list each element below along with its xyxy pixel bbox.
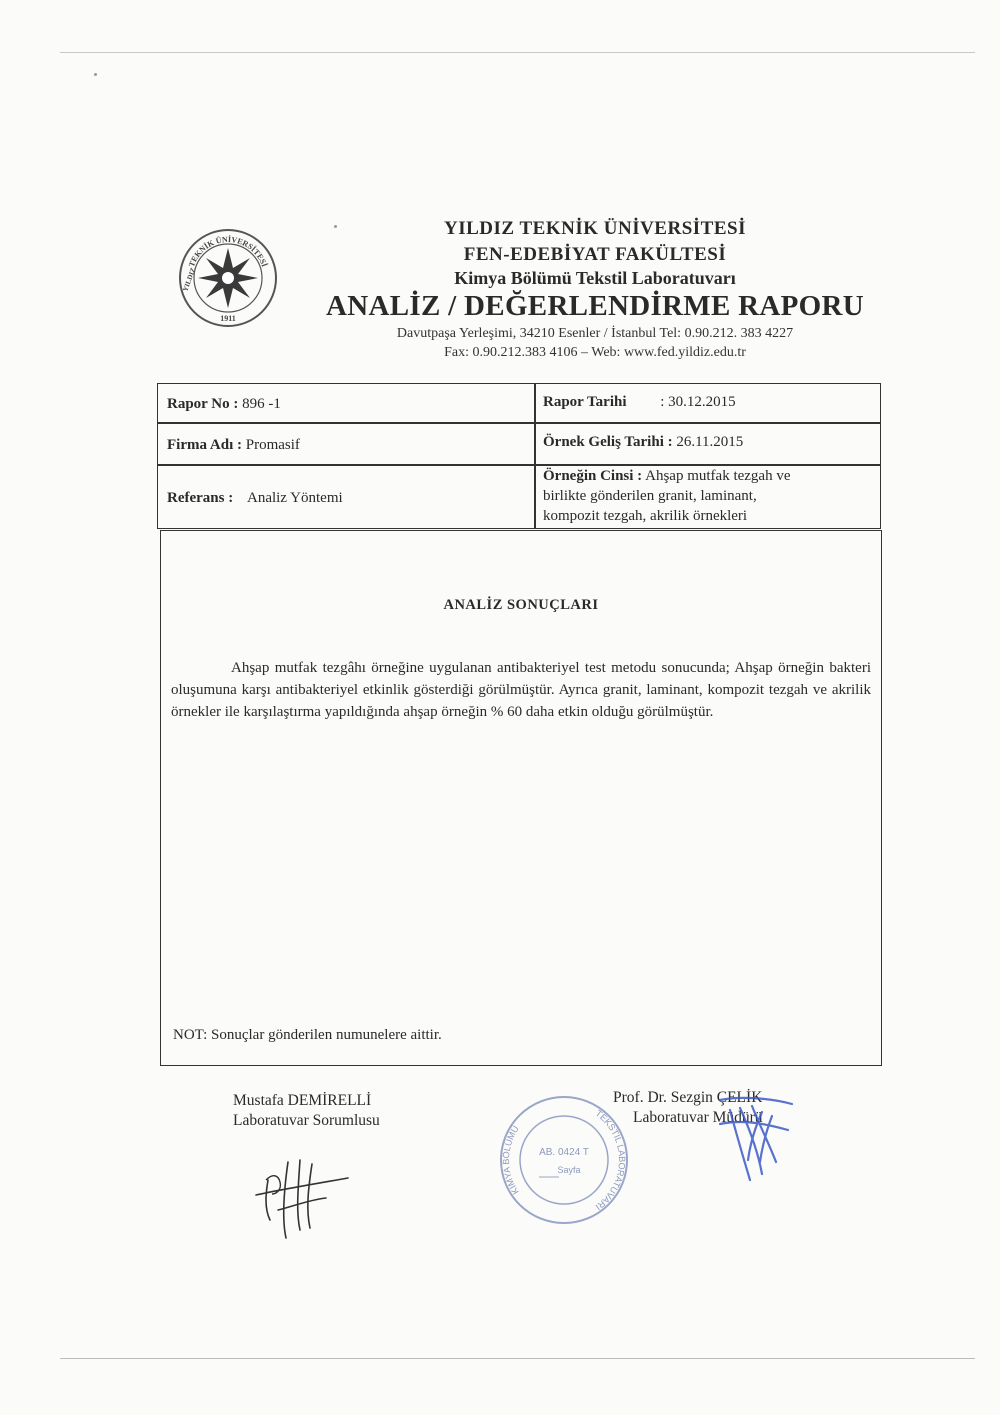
svg-text:AB. 0424 T: AB. 0424 T bbox=[539, 1147, 589, 1158]
sample-date-label: Örnek Geliş Tarihi : bbox=[543, 434, 673, 450]
report-no-label: Rapor No : bbox=[167, 396, 239, 412]
left-signatory bbox=[233, 1091, 380, 1131]
firm-value: Promasif bbox=[245, 437, 300, 453]
left-signatory-name: Mustafa DEMİRELLİ bbox=[233, 1092, 372, 1109]
university-name: YILDIZ TEKNİK ÜNİVERSİTESİ bbox=[444, 218, 746, 239]
table-divider bbox=[158, 422, 880, 424]
svg-text:TEKSTİL LABORATUVARI: TEKSTİL LABORATUVARI bbox=[593, 1108, 628, 1213]
results-title: ANALİZ SONUÇLARI bbox=[443, 597, 599, 613]
results-body: Ahşap mutfak tezgâhı örneğine uygulanan antibakteriyel test metodu sonucunda; Ahşap örneğin bakteri oluşumuna karşı antibakteriyel etkinlik gösterdiği görülmüştür. Ayrıca granit, laminant, kompozit tezgah ve akrilik örnekler ile karşılaştırma yapıldığında ahşap örneğin % 60 daha etkin olduğu görülmüştür. bbox=[171, 660, 871, 720]
report-date-value: : 30.12.2015 bbox=[660, 394, 736, 410]
sample-type-label: Örneğin Cinsi : bbox=[543, 468, 643, 484]
scan-edge-top bbox=[60, 52, 975, 53]
report-title: ANALİZ / DEĞERLENDİRME RAPORU bbox=[326, 290, 864, 322]
sample-type-line: birlikte gönderilen granit, laminant, bbox=[543, 488, 757, 504]
results-note: NOT: Sonuçlar gönderilen numunelere aittir. bbox=[173, 1027, 442, 1043]
svg-text:Sayfa: Sayfa bbox=[557, 1165, 581, 1175]
report-no-field bbox=[167, 396, 281, 413]
report-no-value: 896 -1 bbox=[242, 396, 281, 412]
address-line: Davutpaşa Yerleşimi, 34210 Esenler / İstanbul Tel: 0.90.212. 383 4227 bbox=[396, 326, 794, 341]
laboratory-stamp bbox=[497, 1093, 631, 1227]
right-signatory-title: Laboratuvar Müdürü bbox=[633, 1109, 763, 1126]
left-handwritten-signature bbox=[248, 1150, 358, 1240]
sample-type-field bbox=[543, 466, 791, 526]
svg-text:YILDIZ: YILDIZ bbox=[181, 266, 198, 293]
faculty-name: FEN-EDEBİYAT FAKÜLTESİ bbox=[463, 244, 727, 265]
report-date-field bbox=[543, 394, 736, 411]
contact-line: Fax: 0.90.212.383 4106 – Web: www.fed.yildiz.edu.tr bbox=[444, 345, 746, 360]
svg-text:KİMYA BÖLÜMÜ: KİMYA BÖLÜMÜ bbox=[500, 1123, 521, 1197]
results-box bbox=[160, 530, 882, 1066]
scan-speck bbox=[94, 73, 97, 76]
sample-date-field bbox=[543, 434, 743, 451]
scan-edge-bottom bbox=[60, 1358, 975, 1359]
reference-label: Referans : bbox=[167, 490, 234, 506]
table-divider bbox=[534, 384, 536, 528]
firm-field bbox=[167, 437, 300, 454]
report-date-label: Rapor Tarihi bbox=[543, 394, 627, 410]
firm-label: Firma Adı : bbox=[167, 437, 242, 453]
reference-value: Analiz Yöntemi bbox=[246, 490, 343, 506]
report-info-table bbox=[157, 383, 881, 529]
sample-type-line: kompozit tezgah, akrilik örnekleri bbox=[543, 508, 748, 524]
right-signatory-name: Prof. Dr. Sezgin ÇELİK bbox=[613, 1089, 763, 1106]
svg-text:1911: 1911 bbox=[220, 314, 236, 323]
lab-name: Kimya Bölümü Tekstil Laboratuvarı bbox=[454, 268, 736, 288]
sample-type-line: Ahşap mutfak tezgah ve bbox=[645, 468, 791, 484]
sample-date-value: 26.11.2015 bbox=[676, 434, 744, 450]
svg-text:TEKNİK ÜNİVERSİTESİ: TEKNİK ÜNİVERSİTESİ bbox=[186, 234, 270, 269]
right-handwritten-signature bbox=[700, 1090, 800, 1185]
university-seal-logo bbox=[178, 228, 278, 328]
left-signatory-title: Laboratuvar Sorumlusu bbox=[233, 1112, 380, 1129]
reference-field bbox=[167, 490, 343, 507]
